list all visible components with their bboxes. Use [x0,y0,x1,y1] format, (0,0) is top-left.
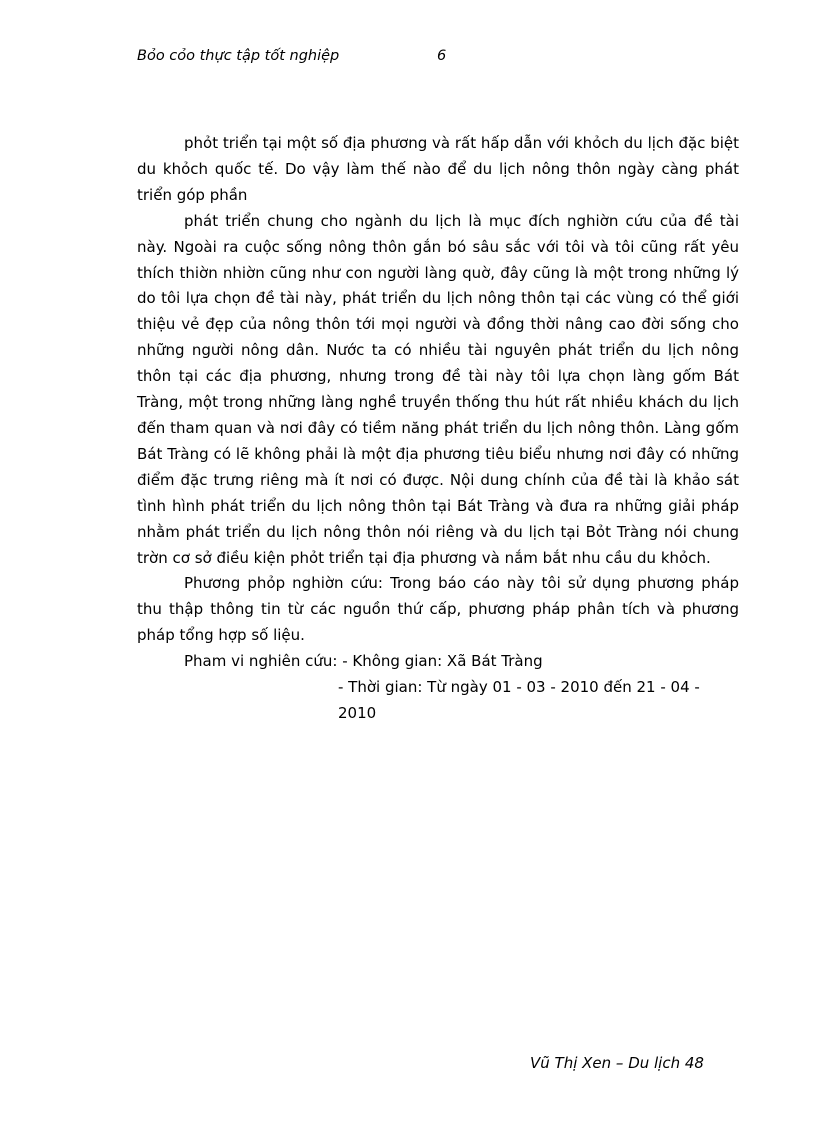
paragraph: phát triển chung cho ngành du lịch là mục đích nghiờn cứu của đề tài này. Ngoài ra cuộc sống nông thôn gắn bó sâu sắc với tôi và tôi cũng rất yêu thích thiờn nhiờn cũng như con người làng quờ, đây cũng là một trong những lý do tôi lựa chọn đề tài này, phát triển du lịch nông thôn tại các vùng có thể giới thiệu vẻ đẹp của nông thôn tới mọi người và đồng thời nâng cao đời sống cho những người nông dân. Nước ta có nhiều tài nguyên phát triển du lịch nông thôn tại các địa phương, nhưng trong đề tài này tôi lựa chọn làng gốm Bát Tràng, một trong những làng nghề truyền thống thu hút rất nhiều khách du lịch đến tham quan và nơi đây có tiềm năng phát triển du lịch nông thôn. Làng gốm Bát Tràng có lẽ không phải là một địa phương tiêu biểu nhưng nơi đây có những điểm đặc trưng riêng mà ít nơi có được. Nội dung chính của đề tài là khảo sát tình hình phát triển du lịch nông thôn tại Bát Tràng và đưa ra những giải pháp nhằm phát triển du lịch nông thôn nói riêng và du lịch tại Bỏt Tràng nói chung trờn cơ sở điều kiện phỏt triển tại địa phương và nắm bắt nhu cầu du khỏch. [137,211,739,567]
paragraph-methods: Phương phỏp nghiờn cứu: Trong báo cáo này tôi sử dụng phương pháp thu thập thông tin từ các nguồn thứ cấp, phương pháp phân tích và phương pháp tổng hợp số liệu. [137,574,739,645]
report-title: Bỏo cỏo thực tập tốt nghiệp [137,48,340,64]
page-number: 6 [437,48,447,64]
page-header [137,48,697,70]
author-line: Vũ Thị Xen – Du lịch 48 [530,1054,704,1072]
scope-time: - Thời gian: Từ ngày 01 - 03 - 2010 đến 21 - 04 - 2010 [338,678,700,722]
scope-space: Pham vi nghiên cứu: - Không gian: Xã Bát Tràng [184,652,543,671]
paragraph: phỏt triển tại một số địa phương và rất hấp dẫn với khỏch du lịch đặc biệt du khỏch quốc tế. Do vậy làm thế nào để du lịch nông thôn ngày càng phát triển góp phần [137,134,739,204]
page-footer [530,1054,704,1072]
body-text [137,131,739,727]
